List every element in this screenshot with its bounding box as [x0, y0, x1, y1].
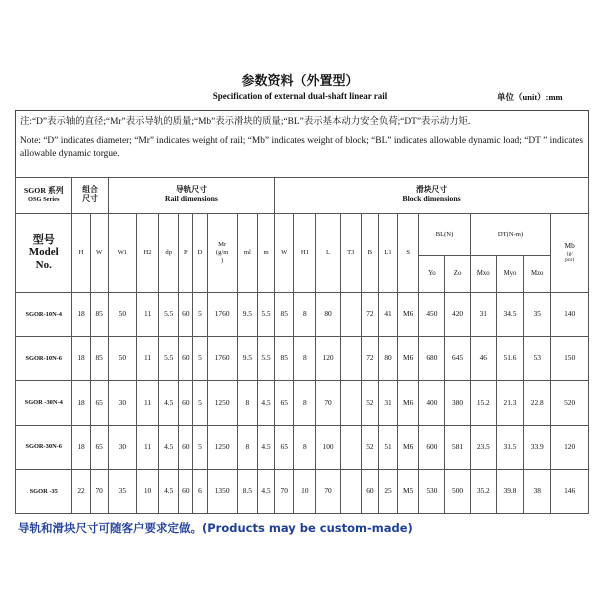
spec-table — [15, 177, 589, 514]
col-header-W-block: W — [275, 213, 294, 292]
table-cell-Mzo: 33.9 — [524, 425, 551, 469]
table-cell-L1: 41 — [378, 292, 397, 336]
table-cell-dp: 4.5 — [159, 381, 179, 425]
table-cell-L1: 31 — [378, 381, 397, 425]
table-cell-T3 — [340, 469, 361, 513]
table-cell-T3 — [340, 337, 361, 381]
table-cell-dp: 4.5 — [159, 425, 179, 469]
table-cell-m: 4.5 — [257, 469, 274, 513]
table-cell-dp: 5.5 — [159, 292, 179, 336]
table-cell-Yo: 400 — [419, 381, 445, 425]
col-header-S: S — [398, 213, 419, 292]
table-cell-Zo: 500 — [445, 469, 470, 513]
col-header-Mxo: Mxo — [470, 255, 496, 292]
table-cell-H2: 10 — [136, 469, 158, 513]
table-cell-S: M6 — [398, 292, 419, 336]
table-cell-P: 60 — [179, 337, 193, 381]
table-cell-Wb: 65 — [275, 381, 294, 425]
unit-label: 单位（unit）:mm — [497, 92, 563, 102]
table-cell-S: M6 — [398, 337, 419, 381]
note-chinese: 注:“D”表示轴的直径;“Mr”表示导轨的质量;“Mb”表示滑块的质量;“BL”表示基本动力安全负荷;“DT”表示动力矩. — [20, 117, 471, 127]
col-header-L: L — [316, 213, 340, 292]
table-cell-Yo: 680 — [419, 337, 445, 381]
table-cell-m: 4.5 — [257, 425, 274, 469]
table-cell-W: 65 — [90, 381, 108, 425]
table-cell-L1: 25 — [378, 469, 397, 513]
table-cell-Zo: 380 — [445, 381, 470, 425]
table-cell-Myo: 51.6 — [496, 337, 523, 381]
col-header-dp: dp — [159, 213, 179, 292]
table-cell-Myo: 21.3 — [496, 381, 523, 425]
table-cell-m: 5.5 — [257, 292, 274, 336]
table-cell-Wb: 85 — [275, 292, 294, 336]
col-header-H1: H1 — [294, 213, 316, 292]
table-cell-Wb: 70 — [275, 469, 294, 513]
table-cell-W1: 35 — [108, 469, 136, 513]
table-cell-B: 60 — [361, 469, 378, 513]
table-cell-Mr: 1250 — [207, 381, 237, 425]
table-cell-Mr: 1760 — [207, 292, 237, 336]
table-cell-W1: 50 — [108, 337, 136, 381]
table-cell-Zo: 581 — [445, 425, 470, 469]
block-dimensions-header: 滑块尺寸 Block dimensions — [275, 178, 589, 214]
table-cell-L: 70 — [316, 381, 340, 425]
table-cell-dp: 5.5 — [159, 337, 179, 381]
table-cell-Myo: 39.8 — [496, 469, 523, 513]
table-cell-W1: 30 — [108, 381, 136, 425]
table-cell-H: 18 — [72, 425, 90, 469]
table-cell-Yo: 450 — [419, 292, 445, 336]
table-cell-Wb: 85 — [275, 337, 294, 381]
rail-dimensions-header: 导轨尺寸 Rail dimensions — [108, 178, 274, 214]
page-subtitle: Specification of external dual-shaft linear rail — [212, 91, 388, 101]
table-cell-Myo: 34.5 — [496, 292, 523, 336]
table-row — [16, 337, 589, 381]
col-header-B: B — [361, 213, 378, 292]
table-cell-H2: 11 — [136, 337, 158, 381]
header-row-groups — [16, 178, 589, 214]
col-header-Zo: Zo — [445, 255, 470, 292]
table-cell-ml: 8 — [237, 425, 257, 469]
table-cell-W: 85 — [90, 337, 108, 381]
table-row — [16, 292, 589, 336]
table-cell-D: 5 — [193, 381, 207, 425]
table-cell-Mzo: 53 — [524, 337, 551, 381]
table-row — [16, 381, 589, 425]
table-cell-L: 80 — [316, 292, 340, 336]
table-cell-Mxo: 15.2 — [470, 381, 496, 425]
table-cell-P: 60 — [179, 381, 193, 425]
col-header-L1: L1 — [378, 213, 397, 292]
table-cell-ml: 9.5 — [237, 292, 257, 336]
table-cell-W1: 50 — [108, 292, 136, 336]
col-header-T3: T3 — [340, 213, 361, 292]
table-cell-ml: 8 — [237, 381, 257, 425]
col-header-Mr: Mr (g/m ) — [207, 213, 237, 292]
table-cell-H2: 11 — [136, 381, 158, 425]
table-cell-T3 — [340, 425, 361, 469]
table-cell-S: M6 — [398, 381, 419, 425]
table-cell-Yo: 530 — [419, 469, 445, 513]
table-cell-W: 70 — [90, 469, 108, 513]
table-cell-Mxo: 31 — [470, 292, 496, 336]
table-cell-Myo: 31.5 — [496, 425, 523, 469]
table-cell-Mb: 120 — [551, 425, 589, 469]
table-cell-L1: 80 — [378, 337, 397, 381]
table-cell-Mxo: 35.2 — [470, 469, 496, 513]
custom-made-note: 导轨和滑块尺寸可随客户要求定做。(Products may be custom-made) — [18, 521, 413, 535]
table-row — [16, 425, 589, 469]
col-header-DT: DT(N-m) — [470, 213, 551, 255]
table-cell-Mzo: 22.8 — [524, 381, 551, 425]
table-cell-W1: 30 — [108, 425, 136, 469]
table-cell-Mzo: 35 — [524, 292, 551, 336]
col-header-BL: BL(N) — [419, 213, 470, 255]
table-cell-H1: 8 — [294, 381, 316, 425]
col-header-Mzo: Mzo — [524, 255, 551, 292]
col-header-Myo: Myo — [496, 255, 523, 292]
table-cell-B: 72 — [361, 292, 378, 336]
table-cell-L: 100 — [316, 425, 340, 469]
table-cell-H1: 10 — [294, 469, 316, 513]
model-cell: SGOR -30N-4 — [16, 381, 72, 425]
col-header-ml: ml — [237, 213, 257, 292]
table-cell-B: 52 — [361, 381, 378, 425]
table-cell-H: 18 — [72, 292, 90, 336]
col-header-m: m — [257, 213, 274, 292]
col-header-H2: H2 — [136, 213, 158, 292]
table-cell-D: 5 — [193, 425, 207, 469]
table-cell-Mb: 146 — [551, 469, 589, 513]
table-cell-H1: 8 — [294, 425, 316, 469]
model-cell: SGOR-10N-4 — [16, 292, 72, 336]
table-cell-Wb: 65 — [275, 425, 294, 469]
table-cell-P: 60 — [179, 469, 193, 513]
table-cell-D: 5 — [193, 337, 207, 381]
table-cell-Mr: 1250 — [207, 425, 237, 469]
combo-header: 组合 尺寸 — [72, 178, 108, 214]
col-header-P: P — [179, 213, 193, 292]
table-cell-H: 18 — [72, 337, 90, 381]
table-cell-Mb: 140 — [551, 292, 589, 336]
table-cell-m: 4.5 — [257, 381, 274, 425]
table-cell-D: 5 — [193, 292, 207, 336]
table-cell-ml: 8.5 — [237, 469, 257, 513]
header-row-columns — [16, 213, 589, 255]
table-cell-Mxo: 23.5 — [470, 425, 496, 469]
table-cell-Zo: 420 — [445, 292, 470, 336]
note-english: Note: “D” indicates diameter; “Mr” indicates weight of rail; “Mb” indicates weight of block; “BL” indicates allowable dynamic load; “DT ” indicates allowable dynamic torgue. — [20, 136, 583, 159]
table-cell-S: M5 — [398, 469, 419, 513]
table-cell-H2: 11 — [136, 292, 158, 336]
page-title: 参数资料（外置型） — [241, 74, 359, 89]
table-cell-ml: 9.5 — [237, 337, 257, 381]
table-cell-S: M6 — [398, 425, 419, 469]
table-cell-Mr: 1760 — [207, 337, 237, 381]
table-cell-B: 52 — [361, 425, 378, 469]
table-cell-B: 72 — [361, 337, 378, 381]
table-cell-L: 70 — [316, 469, 340, 513]
table-cell-H1: 8 — [294, 292, 316, 336]
table-cell-T3 — [340, 381, 361, 425]
table-cell-Mb: 520 — [551, 381, 589, 425]
col-header-D: D — [193, 213, 207, 292]
model-header: 型号 Model No. — [16, 213, 72, 292]
model-cell: SGOR-10N-6 — [16, 337, 72, 381]
table-cell-Mr: 1350 — [207, 469, 237, 513]
table-cell-W: 85 — [90, 292, 108, 336]
table-row — [16, 469, 589, 513]
series-header: SGOR 系列 OSG Series — [16, 178, 72, 214]
table-cell-W: 65 — [90, 425, 108, 469]
table-cell-L: 120 — [316, 337, 340, 381]
table-cell-Mxo: 46 — [470, 337, 496, 381]
col-header-W: W — [90, 213, 108, 292]
table-cell-D: 6 — [193, 469, 207, 513]
table-cell-m: 5.5 — [257, 337, 274, 381]
table-cell-P: 60 — [179, 292, 193, 336]
table-cell-T3 — [340, 292, 361, 336]
table-cell-dp: 4.5 — [159, 469, 179, 513]
table-cell-H1: 8 — [294, 337, 316, 381]
table-cell-H: 18 — [72, 381, 90, 425]
table-cell-P: 60 — [179, 425, 193, 469]
table-cell-L1: 51 — [378, 425, 397, 469]
model-cell: SGOR-30N-6 — [16, 425, 72, 469]
col-header-Mb: Mb (g/ pcs) — [551, 213, 589, 292]
col-header-H: H — [72, 213, 90, 292]
table-cell-Zo: 645 — [445, 337, 470, 381]
table-cell-H: 22 — [72, 469, 90, 513]
table-cell-H2: 11 — [136, 425, 158, 469]
model-cell: SGOR -35 — [16, 469, 72, 513]
notes-block — [20, 116, 583, 161]
col-header-Yo: Yo — [419, 255, 445, 292]
col-header-W1: W1 — [108, 213, 136, 292]
table-cell-Yo: 600 — [419, 425, 445, 469]
table-cell-Mb: 150 — [551, 337, 589, 381]
table-cell-Mzo: 38 — [524, 469, 551, 513]
